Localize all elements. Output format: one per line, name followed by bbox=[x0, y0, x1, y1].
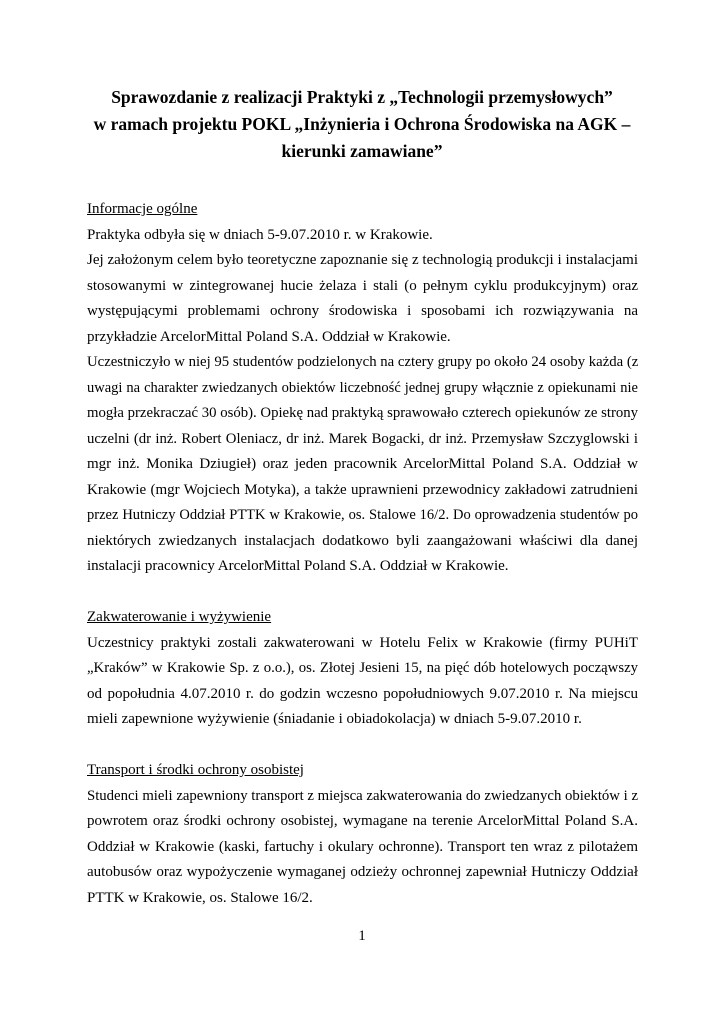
section-heading-accommodation: Zakwaterowanie i wyżywienie bbox=[87, 609, 272, 625]
paragraph-line: od popołudnia 4.07.2010 r. do godzin wczesno popołudniowych 9.07.2010 r. Na miejscu bbox=[87, 685, 638, 702]
paragraph-line: Uczestnicy praktyki zostali zakwaterowani w Hotelu Felix w Krakowie (firmy PUHiT bbox=[87, 634, 638, 651]
paragraph-line: Oddział w Krakowie (kaski, fartuchy i okulary ochronne). Transport ten wraz z pilotażem bbox=[87, 838, 638, 855]
paragraph-line: PTTK w Krakowie, os. Stalowe 16/2. bbox=[87, 889, 313, 906]
paragraph-line: uczelni (dr inż. Robert Oleniacz, dr inż. Marek Bogacki, dr inż. Przemysław Szczyglowski i bbox=[87, 430, 638, 447]
paragraph-line: mieli zapewnione wyżywienie (śniadanie i obiadokolacja) w dniach 5-9.07.2010 r. bbox=[87, 711, 582, 727]
document-title bbox=[60, 84, 664, 165]
paragraph-line: przez Hutniczy Oddział PTTK w Krakowie, os. Stalowe 16/2. Do oprowadzenia studentów po bbox=[87, 507, 638, 523]
paragraph-line: Studenci mieli zapewniony transport z miejsca zakwaterowania do zwiedzanych obiektów i z bbox=[87, 787, 638, 804]
title-line-1: Sprawozdanie z realizacji Praktyki z „Technologii przemysłowych” bbox=[111, 87, 613, 107]
paragraph-line: powrotem oraz środki ochrony osobistej, wymagane na terenie ArcelorMittal Poland S.A. bbox=[87, 813, 638, 829]
paragraph-line: uwagi na charakter zwiedzanych obiektów liczebność jednej grupy włącznie z opiekunami nie bbox=[87, 379, 638, 396]
section-heading-transport: Transport i środki ochrony osobistej bbox=[87, 762, 304, 778]
paragraph-line: Uczestniczyło w niej 95 studentów podzielonych na cztery grupy po około 24 osoby każda (z bbox=[87, 354, 639, 370]
paragraph-line: Krakowie (mgr Wojciech Motyka), a także uprawnieni przewodnicy zakładowi zatrudnieni bbox=[87, 481, 638, 498]
paragraph-line: niektórych zwiedzanych instalacjach dodatkowo byli zaangażowani właściwi dla danej bbox=[87, 532, 638, 549]
paragraph-line: instalacji pracownicy ArcelorMittal Poland S.A. Oddział w Krakowie. bbox=[87, 558, 509, 574]
page-number: 1 bbox=[358, 928, 366, 944]
paragraph-line: Jej założonym celem było teoretyczne zapoznanie się z technologią produkcji i instalacjami bbox=[87, 252, 638, 268]
section-heading-general: Informacje ogólne bbox=[87, 201, 198, 217]
paragraph-line: mogła przekraczać 30 osób). Opiekę nad praktyką sprawowało czterech opiekunów ze strony bbox=[87, 405, 638, 421]
document-body bbox=[87, 197, 638, 911]
paragraph-line: mgr inż. Monika Dziugieł) oraz jeden pracownik ArcelorMittal Poland S.A. Oddział w bbox=[87, 456, 638, 472]
paragraph-line: przykładzie ArcelorMittal Poland S.A. Oddział w Krakowie. bbox=[87, 328, 451, 345]
section-spacer bbox=[87, 733, 638, 759]
paragraph-line: „Kraków” w Krakowie Sp. z o.o.), os. Złotej Jesieni 15, na pięć dób hotelowych począwszy bbox=[87, 660, 638, 676]
paragraph-line: stosowanymi w zintegrowanej hucie żelaza i stali (o pełnym cyklu produkcyjnym) oraz bbox=[87, 277, 638, 294]
section-spacer bbox=[87, 580, 638, 606]
paragraph-line: Praktyka odbyła się w dniach 5-9.07.2010 r. w Krakowie. bbox=[87, 226, 433, 243]
paragraph-line: występującymi problemami ochrony środowiska i sposobami ich rozwiązywania na bbox=[87, 303, 638, 319]
title-line-2: w ramach projektu POKL „Inżynieria i Ochrona Środowiska na AGK – bbox=[93, 114, 631, 134]
title-line-3: kierunki zamawiane” bbox=[281, 141, 443, 161]
paragraph-line: autobusów oraz wypożyczenie wymaganej odzieży ochronnej zapewniał Hutniczy Oddział bbox=[87, 864, 638, 880]
